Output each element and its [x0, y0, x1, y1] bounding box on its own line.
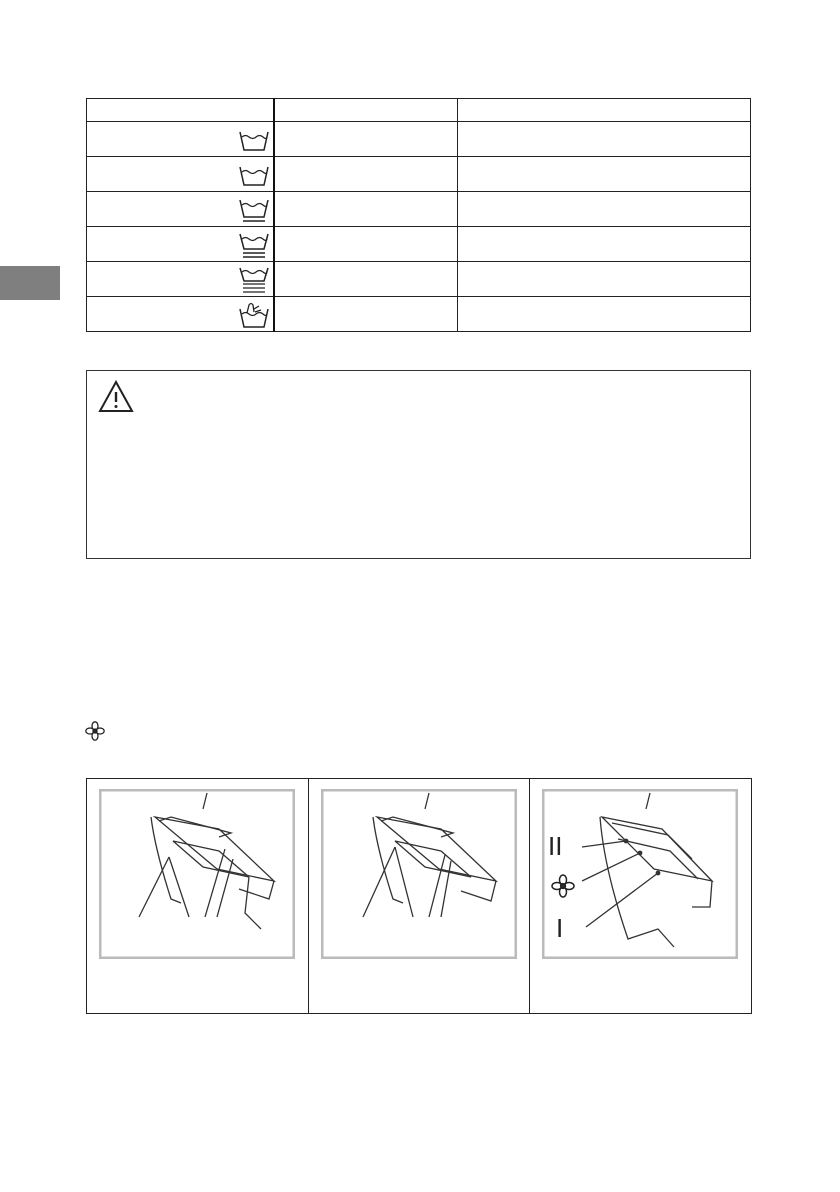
detergent-drawer-illustration	[99, 789, 295, 959]
compartment-II-label: II	[548, 831, 563, 861]
header-cell	[458, 99, 751, 122]
temp-cell	[274, 122, 458, 157]
label-cell	[87, 192, 275, 227]
note-cell	[458, 157, 751, 192]
table-row	[87, 122, 751, 157]
header-cell	[274, 99, 458, 122]
wash-care-table	[86, 98, 751, 332]
wash-tub-3-bars-icon	[237, 266, 271, 294]
wash-tub-1-bar-icon	[237, 196, 271, 224]
note-cell	[458, 122, 751, 157]
table-row	[87, 262, 751, 297]
warning-triangle-icon	[97, 379, 135, 415]
wash-tub-2-dots-icon	[237, 161, 271, 189]
label-cell	[87, 122, 275, 157]
temp-cell	[274, 262, 458, 297]
detergent-drawer-illustration	[321, 789, 517, 959]
note-cell	[458, 192, 751, 227]
note-cell	[458, 262, 751, 297]
label-cell	[87, 297, 275, 332]
flower-icon	[552, 875, 574, 897]
figure-panel	[87, 779, 309, 1013]
temp-cell	[274, 157, 458, 192]
header-cell	[87, 99, 275, 122]
table-row	[87, 227, 751, 262]
section-tab	[0, 266, 60, 300]
figure-panel	[530, 779, 751, 1013]
flower-icon	[84, 720, 106, 742]
temp-cell	[274, 227, 458, 262]
compartment-I-label: I	[556, 913, 564, 943]
warning-box	[86, 370, 751, 559]
label-cell	[87, 157, 275, 192]
hand-wash-icon	[237, 301, 271, 329]
figure-panel	[309, 779, 531, 1013]
table-row	[87, 297, 751, 332]
label-cell	[87, 227, 275, 262]
note-cell	[458, 227, 751, 262]
table-header-row	[87, 99, 751, 122]
temp-cell	[274, 297, 458, 332]
table-row	[87, 192, 751, 227]
dispenser-figures	[86, 778, 752, 1014]
note-cell	[458, 297, 751, 332]
temp-cell	[274, 192, 458, 227]
table-row	[87, 157, 751, 192]
label-cell	[87, 262, 275, 297]
compartment-labels-illustration	[542, 789, 738, 959]
wash-tub-1-dot-icon	[237, 126, 271, 154]
wash-tub-2-bars-icon	[237, 231, 271, 259]
